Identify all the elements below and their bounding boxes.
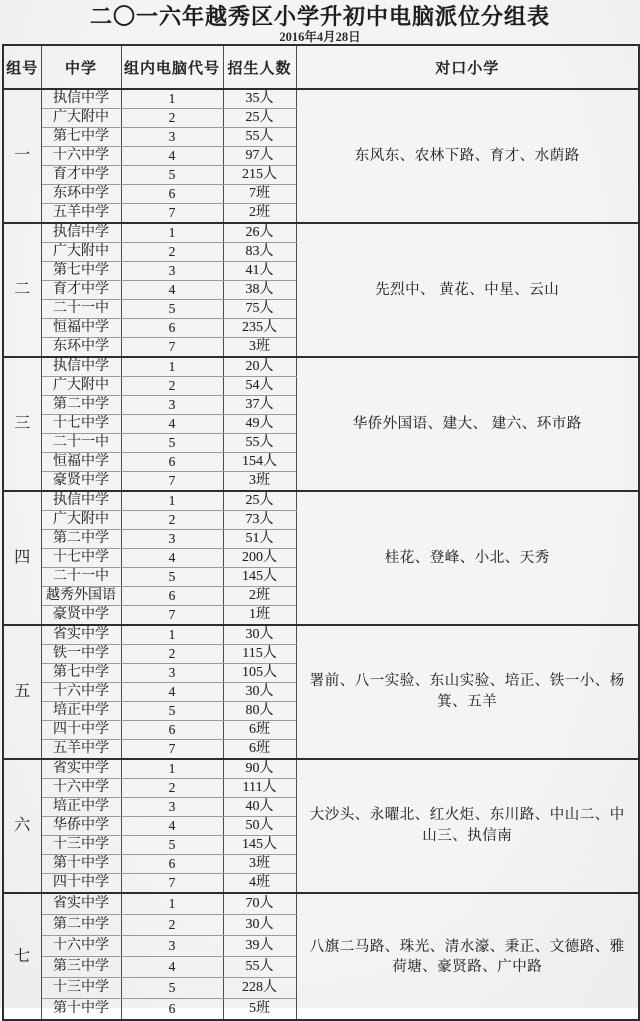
middle-school-cell: 省实中学 <box>41 893 121 915</box>
computer-code-cell: 4 <box>121 415 223 434</box>
computer-code-cell: 1 <box>121 223 223 243</box>
computer-code-cell: 7 <box>121 606 223 626</box>
enrollment-cell: 145人 <box>223 836 296 855</box>
computer-code-cell: 6 <box>121 999 223 1021</box>
group-section-4 <box>3 491 639 625</box>
enrollment-cell: 6班 <box>223 740 296 760</box>
enrollment-cell: 25人 <box>223 491 296 511</box>
primary-schools-cell: 东风东、农林下路、育才、水荫路 <box>296 89 639 223</box>
middle-school-cell: 十七中学 <box>41 549 121 568</box>
enrollment-cell: 154人 <box>223 453 296 472</box>
table-row <box>3 89 639 109</box>
enrollment-cell: 41人 <box>223 262 296 281</box>
enrollment-cell: 228人 <box>223 978 296 999</box>
computer-code-cell: 7 <box>121 740 223 760</box>
computer-code-cell: 6 <box>121 319 223 338</box>
middle-school-cell: 豪贤中学 <box>41 472 121 492</box>
group-section-2 <box>3 223 639 357</box>
group-section-5 <box>3 625 639 759</box>
middle-school-cell: 恒福中学 <box>41 453 121 472</box>
middle-school-cell: 执信中学 <box>41 89 121 109</box>
table-row <box>3 625 639 645</box>
enrollment-cell: 30人 <box>223 683 296 702</box>
computer-code-cell: 6 <box>121 453 223 472</box>
enrollment-cell: 2班 <box>223 204 296 224</box>
computer-code-cell: 3 <box>121 396 223 415</box>
middle-school-cell: 省实中学 <box>41 759 121 779</box>
computer-code-cell: 2 <box>121 915 223 936</box>
middle-school-cell: 执信中学 <box>41 357 121 377</box>
middle-school-cell: 二十一中 <box>41 300 121 319</box>
primary-schools-cell: 先烈中、 黄花、中星、云山 <box>296 223 639 357</box>
middle-school-cell: 五羊中学 <box>41 204 121 224</box>
header-row <box>3 45 639 89</box>
middle-school-cell: 第二中学 <box>41 530 121 549</box>
group-number-cell: 七 <box>3 893 41 1020</box>
middle-school-cell: 四十中学 <box>41 721 121 740</box>
group-section-6 <box>3 759 639 893</box>
computer-code-cell: 1 <box>121 357 223 377</box>
computer-code-cell: 5 <box>121 836 223 855</box>
enrollment-cell: 200人 <box>223 549 296 568</box>
middle-school-cell: 十三中学 <box>41 836 121 855</box>
enrollment-cell: 235人 <box>223 319 296 338</box>
enrollment-cell: 37人 <box>223 396 296 415</box>
computer-code-cell: 3 <box>121 128 223 147</box>
primary-schools-cell: 署前、八一实验、东山实验、培正、铁一小、杨箕、五羊 <box>296 625 639 759</box>
primary-schools-cell: 八旗二马路、珠光、清水濠、秉正、文德路、雅荷塘、豪贤路、广中路 <box>296 893 639 1020</box>
column-header-group-no: 组号 <box>3 45 41 89</box>
enrollment-cell: 97人 <box>223 147 296 166</box>
enrollment-cell: 50人 <box>223 817 296 836</box>
enrollment-cell: 35人 <box>223 89 296 109</box>
table-row <box>3 893 639 915</box>
middle-school-cell: 第二中学 <box>41 396 121 415</box>
computer-code-cell: 1 <box>121 491 223 511</box>
middle-school-cell: 培正中学 <box>41 798 121 817</box>
enrollment-cell: 115人 <box>223 645 296 664</box>
enrollment-cell: 3班 <box>223 472 296 492</box>
middle-school-cell: 二十一中 <box>41 568 121 587</box>
column-header-middle-school: 中学 <box>41 45 121 89</box>
enrollment-cell: 75人 <box>223 300 296 319</box>
enrollment-cell: 215人 <box>223 166 296 185</box>
middle-school-cell: 东环中学 <box>41 338 121 358</box>
middle-school-cell: 四十中学 <box>41 874 121 894</box>
middle-school-cell: 第二中学 <box>41 915 121 936</box>
enrollment-cell: 2班 <box>223 587 296 606</box>
computer-code-cell: 4 <box>121 549 223 568</box>
middle-school-cell: 第三中学 <box>41 957 121 978</box>
enrollment-cell: 30人 <box>223 915 296 936</box>
middle-school-cell: 省实中学 <box>41 625 121 645</box>
table-row <box>3 759 639 779</box>
computer-code-cell: 7 <box>121 472 223 492</box>
enrollment-cell: 25人 <box>223 109 296 128</box>
middle-school-cell: 第七中学 <box>41 128 121 147</box>
middle-school-cell: 第十中学 <box>41 999 121 1021</box>
enrollment-cell: 55人 <box>223 957 296 978</box>
column-header-computer-code: 组内电脑代号 <box>121 45 223 89</box>
computer-code-cell: 5 <box>121 300 223 319</box>
enrollment-cell: 70人 <box>223 893 296 915</box>
enrollment-cell: 3班 <box>223 855 296 874</box>
middle-school-cell: 恒福中学 <box>41 319 121 338</box>
enrollment-cell: 54人 <box>223 377 296 396</box>
group-number-cell: 一 <box>3 89 41 223</box>
enrollment-cell: 30人 <box>223 625 296 645</box>
computer-code-cell: 5 <box>121 702 223 721</box>
middle-school-cell: 广大附中 <box>41 377 121 396</box>
middle-school-cell: 十六中学 <box>41 936 121 957</box>
computer-code-cell: 3 <box>121 530 223 549</box>
computer-code-cell: 4 <box>121 147 223 166</box>
enrollment-cell: 73人 <box>223 511 296 530</box>
computer-code-cell: 1 <box>121 893 223 915</box>
computer-code-cell: 3 <box>121 798 223 817</box>
middle-school-cell: 十六中学 <box>41 683 121 702</box>
middle-school-cell: 执信中学 <box>41 223 121 243</box>
enrollment-cell: 20人 <box>223 357 296 377</box>
computer-code-cell: 5 <box>121 434 223 453</box>
computer-code-cell: 6 <box>121 855 223 874</box>
table-row <box>3 357 639 377</box>
computer-code-cell: 2 <box>121 511 223 530</box>
group-section-1 <box>3 89 639 223</box>
computer-code-cell: 4 <box>121 957 223 978</box>
enrollment-cell: 38人 <box>223 281 296 300</box>
group-section-7 <box>3 893 639 1020</box>
table-row <box>3 491 639 511</box>
computer-code-cell: 2 <box>121 779 223 798</box>
enrollment-cell: 90人 <box>223 759 296 779</box>
computer-code-cell: 3 <box>121 262 223 281</box>
middle-school-cell: 第七中学 <box>41 262 121 281</box>
middle-school-cell: 东环中学 <box>41 185 121 204</box>
computer-code-cell: 7 <box>121 874 223 894</box>
enrollment-cell: 39人 <box>223 936 296 957</box>
group-number-cell: 五 <box>3 625 41 759</box>
primary-schools-cell: 桂花、登峰、小北、天秀 <box>296 491 639 625</box>
column-header-primary-schools: 对口小学 <box>296 45 639 89</box>
middle-school-cell: 十七中学 <box>41 415 121 434</box>
enrollment-cell: 4班 <box>223 874 296 894</box>
middle-school-cell: 越秀外国语 <box>41 587 121 606</box>
computer-code-cell: 2 <box>121 243 223 262</box>
middle-school-cell: 华侨中学 <box>41 817 121 836</box>
middle-school-cell: 十六中学 <box>41 147 121 166</box>
computer-code-cell: 6 <box>121 721 223 740</box>
allocation-table <box>2 44 640 1021</box>
enrollment-cell: 55人 <box>223 128 296 147</box>
computer-code-cell: 4 <box>121 817 223 836</box>
enrollment-cell: 5班 <box>223 999 296 1021</box>
middle-school-cell: 十六中学 <box>41 779 121 798</box>
computer-code-cell: 1 <box>121 625 223 645</box>
middle-school-cell: 二十一中 <box>41 434 121 453</box>
group-number-cell: 四 <box>3 491 41 625</box>
enrollment-cell: 105人 <box>223 664 296 683</box>
group-number-cell: 二 <box>3 223 41 357</box>
middle-school-cell: 广大附中 <box>41 243 121 262</box>
computer-code-cell: 5 <box>121 978 223 999</box>
page-title: 二〇一六年越秀区小学升初中电脑派位分组表 <box>89 4 550 29</box>
enrollment-cell: 51人 <box>223 530 296 549</box>
middle-school-cell: 第十中学 <box>41 855 121 874</box>
computer-code-cell: 6 <box>121 587 223 606</box>
middle-school-cell: 培正中学 <box>41 702 121 721</box>
computer-code-cell: 3 <box>121 664 223 683</box>
enrollment-cell: 26人 <box>223 223 296 243</box>
computer-code-cell: 5 <box>121 568 223 587</box>
middle-school-cell: 豪贤中学 <box>41 606 121 626</box>
middle-school-cell: 第七中学 <box>41 664 121 683</box>
group-number-cell: 三 <box>3 357 41 491</box>
group-section-3 <box>3 357 639 491</box>
enrollment-cell: 49人 <box>223 415 296 434</box>
enrollment-cell: 111人 <box>223 779 296 798</box>
computer-code-cell: 7 <box>121 204 223 224</box>
middle-school-cell: 广大附中 <box>41 109 121 128</box>
enrollment-cell: 3班 <box>223 338 296 358</box>
group-number-cell: 六 <box>3 759 41 893</box>
computer-code-cell: 1 <box>121 89 223 109</box>
enrollment-cell: 80人 <box>223 702 296 721</box>
enrollment-cell: 83人 <box>223 243 296 262</box>
enrollment-cell: 1班 <box>223 606 296 626</box>
computer-code-cell: 1 <box>121 759 223 779</box>
middle-school-cell: 育才中学 <box>41 166 121 185</box>
middle-school-cell: 广大附中 <box>41 511 121 530</box>
middle-school-cell: 十三中学 <box>41 978 121 999</box>
middle-school-cell: 执信中学 <box>41 491 121 511</box>
column-header-enrollment: 招生人数 <box>223 45 296 89</box>
enrollment-cell: 55人 <box>223 434 296 453</box>
computer-code-cell: 2 <box>121 645 223 664</box>
date-label: 2016年4月28日 <box>279 30 361 44</box>
enrollment-cell: 6班 <box>223 721 296 740</box>
table-row <box>3 223 639 243</box>
middle-school-cell: 五羊中学 <box>41 740 121 760</box>
computer-code-cell: 4 <box>121 683 223 702</box>
computer-code-cell: 2 <box>121 377 223 396</box>
primary-schools-cell: 大沙头、永曜北、红火炬、东川路、中山二、中山三、执信南 <box>296 759 639 893</box>
primary-schools-cell: 华侨外国语、建大、 建六、环市路 <box>296 357 639 491</box>
enrollment-cell: 145人 <box>223 568 296 587</box>
computer-code-cell: 7 <box>121 338 223 358</box>
computer-code-cell: 5 <box>121 166 223 185</box>
computer-code-cell: 3 <box>121 936 223 957</box>
computer-code-cell: 4 <box>121 281 223 300</box>
computer-code-cell: 6 <box>121 185 223 204</box>
computer-code-cell: 2 <box>121 109 223 128</box>
enrollment-cell: 7班 <box>223 185 296 204</box>
middle-school-cell: 育才中学 <box>41 281 121 300</box>
enrollment-cell: 40人 <box>223 798 296 817</box>
middle-school-cell: 铁一中学 <box>41 645 121 664</box>
